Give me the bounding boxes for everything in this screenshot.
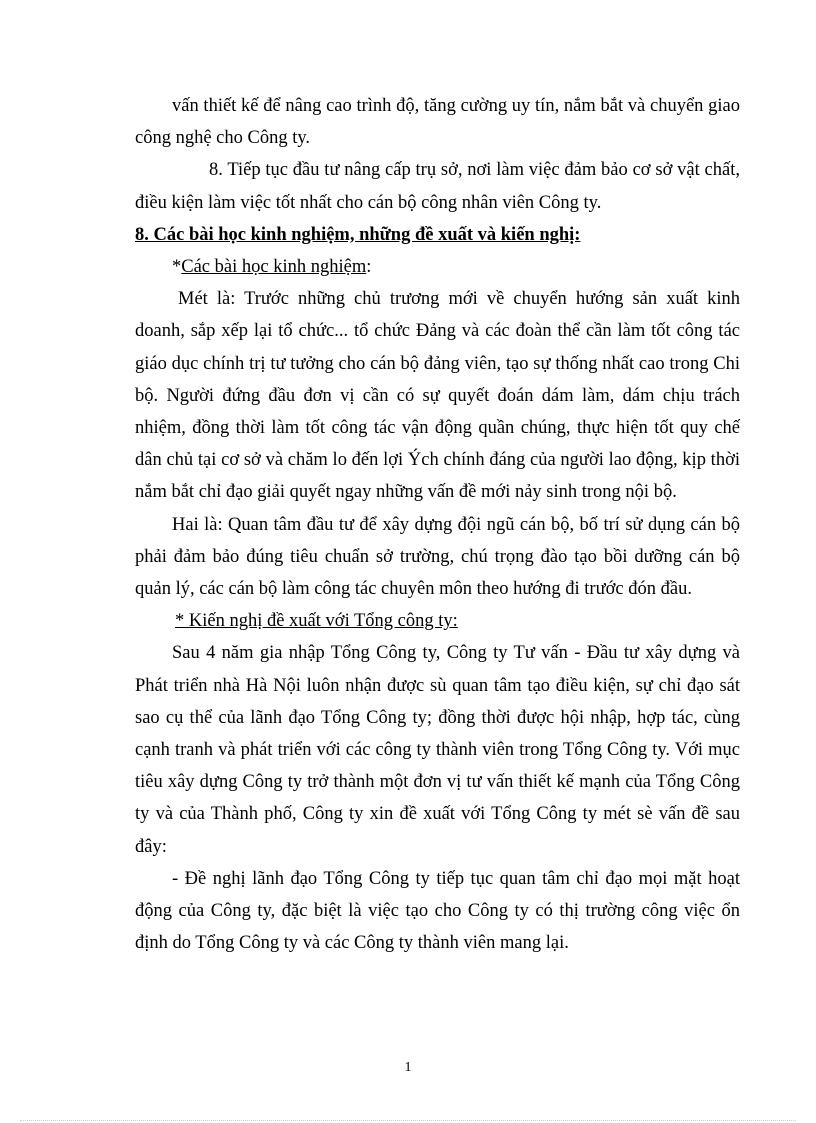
colon: : bbox=[366, 257, 372, 278]
subheading-lessons-text: Các bài học kinh nghiệm bbox=[181, 257, 367, 278]
asterisk: * bbox=[172, 257, 182, 278]
footer-divider bbox=[20, 1120, 796, 1121]
paragraph-lesson-two: Hai là: Quan tâm đầu tư để xây dựng đội ngũ cán bộ, bố trí sử dụng cán bộ phải đảm bảo đúng tiêu chuẩn sở trường, chú trọng đào tạo bồi dưỡng cán bộ quản lý, các cán bộ làm công tác chuyên môn theo hướng đi trước đón đầu. bbox=[135, 514, 740, 600]
paragraph-lesson-one: Mét là: Trước những chủ trương mới về chuyển hướng sản xuất kinh doanh, sắp xếp lại tổ chức... tổ chức Đảng và các đoàn thể cần làm tốt công tác giáo dục chính trị tư tưởng cho cán bộ đảng viên, tạo sự thống nhất cao trong Chi bộ. Người đứng đầu đơn vị cần có sự quyết đoán dám làm, dám chịu trách nhiệm, đồng thời làm tốt công tác vận động quần chúng, thực hiện tốt quy chế dân chủ tại cơ sở và chăm lo đến lợi Ých chính đáng của người lao động, kịp thời nắm bắt chỉ đạo giải quyết ngay những vấn đề mới nảy sinh trong nội bộ. bbox=[135, 289, 740, 503]
section-heading: 8. Các bài học kinh nghiệm, những đề xuất và kiến nghị: bbox=[135, 224, 581, 245]
subheading-recommendations: * Kiến nghị đề xuất với Tổng công ty: bbox=[175, 611, 458, 632]
subheading-lessons bbox=[135, 251, 740, 283]
paragraph-recommendation-item: - Đề nghị lãnh đạo Tổng Công ty tiếp tục quan tâm chỉ đạo mọi mặt hoạt động của Công ty, đặc biệt là việc tạo cho Công ty có thị trường công việc ổn định do Tổng Công ty và các Công ty thành viên mang lại. bbox=[135, 868, 740, 954]
body-text bbox=[135, 90, 740, 959]
paragraph-continuation: vấn thiết kế để nâng cao trình độ, tăng cường uy tín, nắm bắt và chuyển giao công nghệ cho Công ty. bbox=[135, 96, 740, 149]
paragraph-item-8: 8. Tiếp tục đầu tư nâng cấp trụ sở, nơi làm việc đảm bảo cơ sở vật chất, điều kiện làm việc tốt nhất cho cán bộ công nhân viên Công ty. bbox=[135, 160, 740, 213]
paragraph-recommendations-intro: Sau 4 năm gia nhập Tổng Công ty, Công ty Tư vấn - Đầu tư xây dựng và Phát triển nhà Hà Nội luôn nhận được sù quan tâm tạo điều kiện, sự chỉ đạo sát sao cụ thể của lãnh đạo Tổng Công ty; đồng thời được hội nhập, hợp tác, cùng cạnh tranh và phát triển với các công ty thành viên trong Tổng Công ty. Với mục tiêu xây dựng Công ty trở thành một đơn vị tư vấn thiết kế mạnh của Tổng Công ty và của Thành phố, Công ty xin đề xuất với Tổng Công ty mét sè vấn đề sau đây: bbox=[135, 643, 740, 857]
page-number: 1 bbox=[404, 1060, 412, 1075]
